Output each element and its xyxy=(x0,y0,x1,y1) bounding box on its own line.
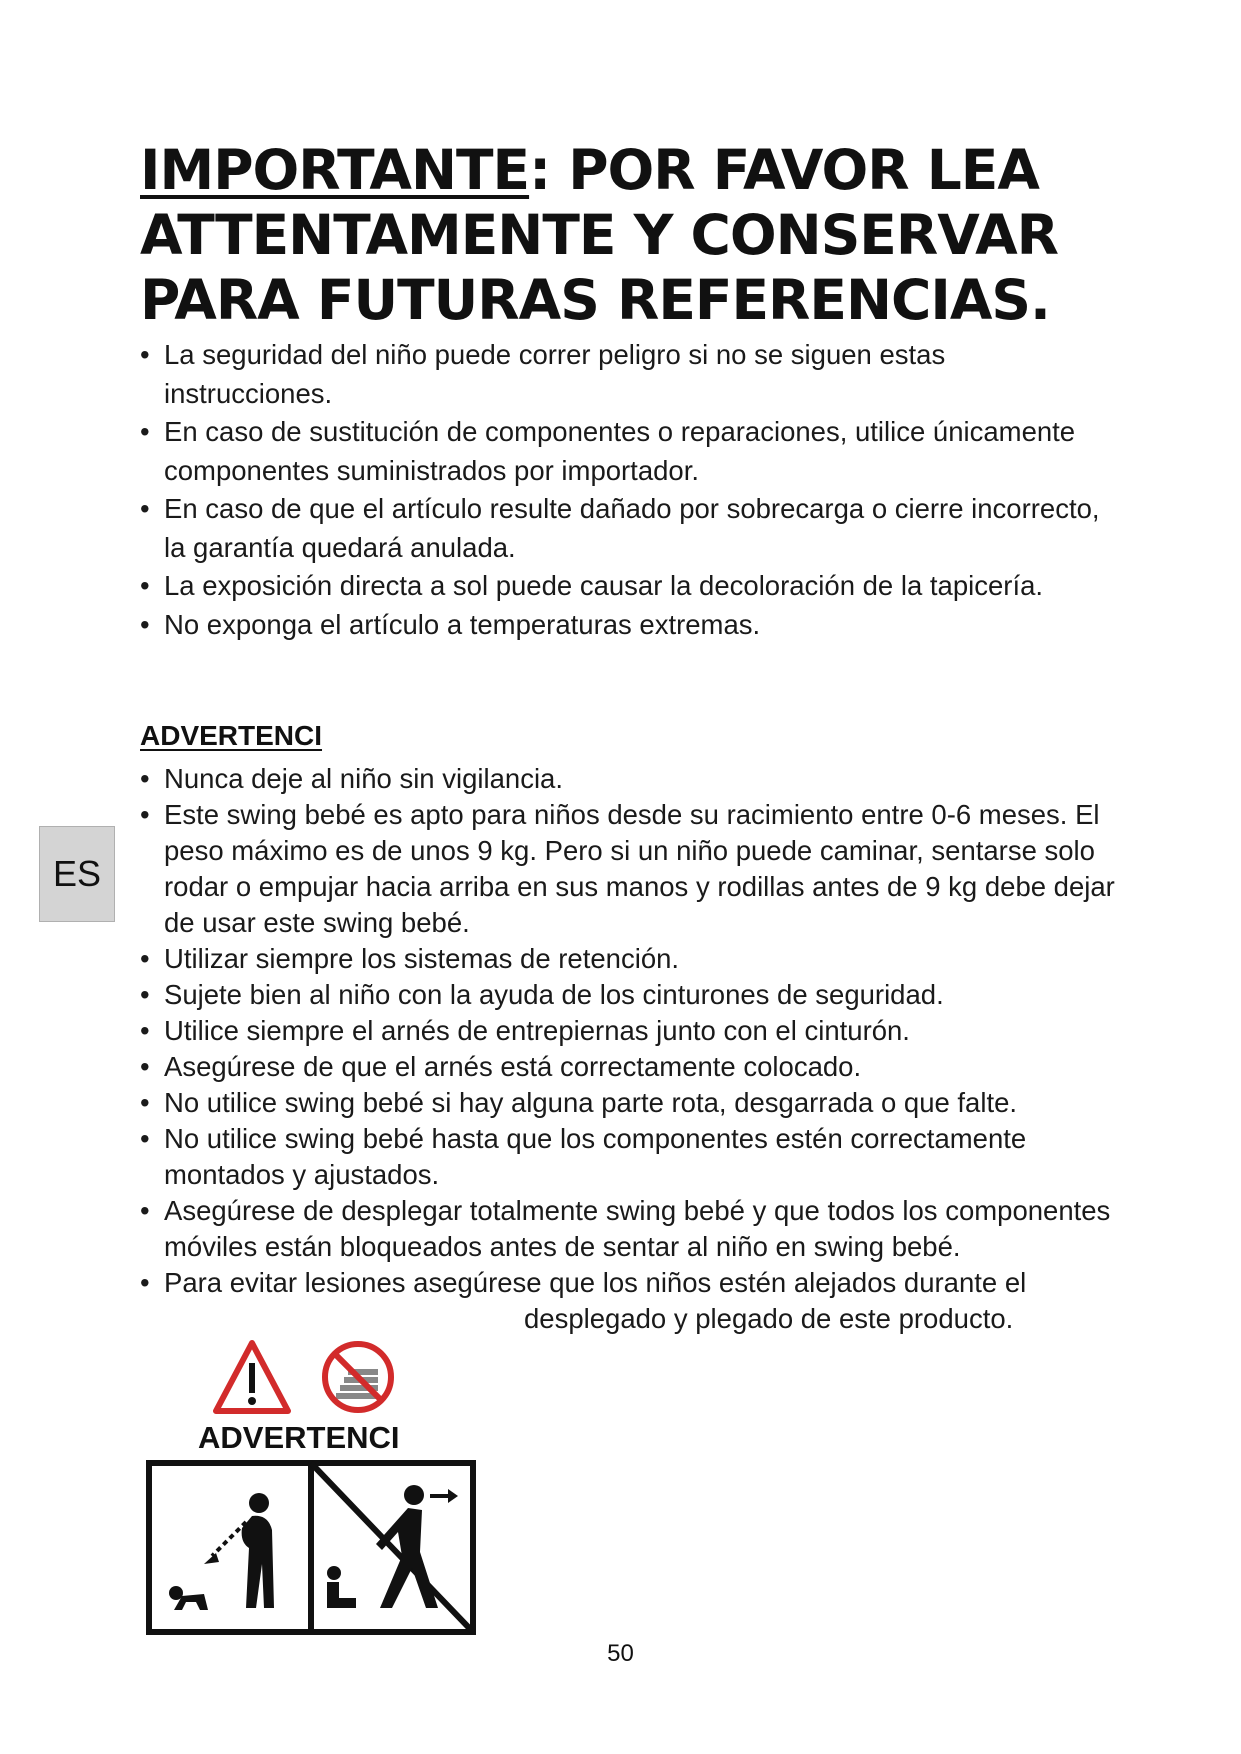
title-important: IMPORTANTE xyxy=(140,138,530,202)
list-item: • En caso de que el artículo resulte dañado por sobrecarga o cierre incorrecto, la garantía quedará anulada. xyxy=(140,490,1120,567)
list-item: • Este swing bebé es apto para niños desde su racimiento entre 0-6 meses. El peso máximo es de unos 9 kg. Pero si un niño puede caminar, sentarse solo rodar o empujar hacia arriba en sus manos y rodillas antes de 9 kg debe dejar de usar este swing bebé. xyxy=(140,797,1140,941)
no-stairs-icon xyxy=(325,1344,391,1410)
page-title xyxy=(140,138,1140,333)
title-line1: : POR FAVOR LEA xyxy=(529,138,1039,202)
do-not-leave-child-pictogram xyxy=(146,1460,476,1635)
list-item: • La exposición directa a sol puede causar la decoloración de la tapicería. xyxy=(140,567,1120,606)
list-item: • Sujete bien al niño con la ayuda de los cinturones de seguridad. xyxy=(140,977,1140,1013)
list-item: • Utilice siempre el arnés de entrepiernas junto con el cinturón. xyxy=(140,1013,1140,1049)
list-item: • Asegúrese de desplegar totalmente swing bebé y que todos los componentes móviles están bloqueados antes de sentar al niño en swing bebé. xyxy=(140,1193,1140,1265)
list-item: • En caso de sustitución de componentes o reparaciones, utilice únicamente componentes suministrados por importador. xyxy=(140,413,1120,490)
warning-icons xyxy=(210,1337,410,1417)
warning-list xyxy=(140,761,1140,1337)
intro-list xyxy=(140,336,1120,644)
title-line3: PARA FUTURAS REFERENCIAS. xyxy=(140,268,1050,332)
last-item-line1: Para evitar lesiones asegúrese que los niños estén alejados durante el xyxy=(164,1267,1027,1298)
list-item xyxy=(140,1265,1140,1337)
warning-graphic-label: ADVERTENCI xyxy=(198,1420,400,1455)
last-item-line2: desplegado y plegado de este producto. xyxy=(524,1303,1014,1334)
title-line2: ATTENTAMENTE Y CONSERVAR xyxy=(140,203,1058,267)
warning-triangle-icon xyxy=(216,1343,288,1411)
list-item: • No utilice swing bebé hasta que los componentes estén correctamente montados y ajustados. xyxy=(140,1121,1140,1193)
list-item: • Nunca deje al niño sin vigilancia. xyxy=(140,761,1140,797)
list-item: • No exponga el artículo a temperaturas extremas. xyxy=(140,606,1120,645)
list-item: • No utilice swing bebé si hay alguna parte rota, desgarrada o que falte. xyxy=(140,1085,1140,1121)
language-tab: ES xyxy=(39,826,115,922)
list-item: • La seguridad del niño puede correr peligro si no se siguen estas instrucciones. xyxy=(140,336,1120,413)
list-item: • Asegúrese de que el arnés está correctamente colocado. xyxy=(140,1049,1140,1085)
page-number: 50 xyxy=(607,1640,634,1667)
list-item: • Utilizar siempre los sistemas de retención. xyxy=(140,941,1140,977)
warning-heading: ADVERTENCI xyxy=(140,720,323,751)
